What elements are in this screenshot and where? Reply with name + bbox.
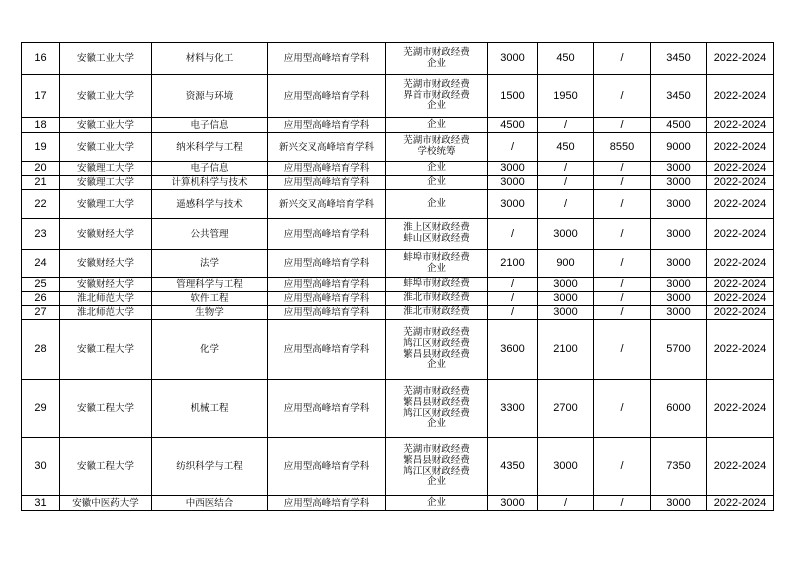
discipline: 资源与环境 bbox=[152, 75, 268, 118]
funding-source: 芜湖市财政经费 繁昌县财政经费 鸠江区财政经费 企业 bbox=[386, 380, 488, 438]
amount-c: / bbox=[594, 75, 651, 118]
table-row bbox=[22, 292, 774, 306]
amount-c: / bbox=[594, 320, 651, 380]
period: 2022-2024 bbox=[707, 75, 774, 118]
discipline-category: 应用型高峰培育学科 bbox=[268, 118, 386, 133]
discipline-category: 应用型高峰培育学科 bbox=[268, 438, 386, 496]
total-amount: 3000 bbox=[651, 278, 707, 292]
period: 2022-2024 bbox=[707, 176, 774, 190]
table-row bbox=[22, 250, 774, 278]
discipline: 材料与化工 bbox=[152, 43, 268, 75]
discipline-category: 应用型高峰培育学科 bbox=[268, 380, 386, 438]
amount-b: 1950 bbox=[538, 75, 594, 118]
amount-a: 3000 bbox=[488, 190, 538, 219]
table-row bbox=[22, 380, 774, 438]
university: 安徽理工大学 bbox=[60, 162, 152, 176]
row-number: 19 bbox=[22, 133, 60, 162]
amount-c: / bbox=[594, 292, 651, 306]
amount-b: 450 bbox=[538, 133, 594, 162]
total-amount: 3000 bbox=[651, 292, 707, 306]
row-number: 20 bbox=[22, 162, 60, 176]
row-number: 31 bbox=[22, 496, 60, 511]
amount-c: / bbox=[594, 219, 651, 250]
amount-a: 4500 bbox=[488, 118, 538, 133]
funding-source: 芜湖市财政经费 界首市财政经费 企业 bbox=[386, 75, 488, 118]
amount-a: 1500 bbox=[488, 75, 538, 118]
amount-a: 3300 bbox=[488, 380, 538, 438]
discipline-category: 应用型高峰培育学科 bbox=[268, 292, 386, 306]
discipline-category: 应用型高峰培育学科 bbox=[268, 176, 386, 190]
row-number: 17 bbox=[22, 75, 60, 118]
period: 2022-2024 bbox=[707, 278, 774, 292]
total-amount: 3000 bbox=[651, 250, 707, 278]
discipline-category: 应用型高峰培育学科 bbox=[268, 43, 386, 75]
table-row bbox=[22, 162, 774, 176]
row-number: 28 bbox=[22, 320, 60, 380]
discipline: 纳米科学与工程 bbox=[152, 133, 268, 162]
amount-c: / bbox=[594, 162, 651, 176]
amount-a: 3000 bbox=[488, 162, 538, 176]
total-amount: 3000 bbox=[651, 190, 707, 219]
amount-b: 3000 bbox=[538, 219, 594, 250]
table-row bbox=[22, 75, 774, 118]
table-row bbox=[22, 133, 774, 162]
university: 安徽工业大学 bbox=[60, 133, 152, 162]
university: 安徽财经大学 bbox=[60, 278, 152, 292]
total-amount: 3000 bbox=[651, 162, 707, 176]
amount-a: 3000 bbox=[488, 496, 538, 511]
period: 2022-2024 bbox=[707, 190, 774, 219]
discipline: 公共管理 bbox=[152, 219, 268, 250]
row-number: 21 bbox=[22, 176, 60, 190]
funding-source: 企业 bbox=[386, 496, 488, 511]
amount-b: / bbox=[538, 190, 594, 219]
total-amount: 6000 bbox=[651, 380, 707, 438]
table-row bbox=[22, 190, 774, 219]
row-number: 30 bbox=[22, 438, 60, 496]
total-amount: 4500 bbox=[651, 118, 707, 133]
total-amount: 3000 bbox=[651, 306, 707, 320]
total-amount: 3450 bbox=[651, 43, 707, 75]
funding-source: 淮上区财政经费 蚌山区财政经费 bbox=[386, 219, 488, 250]
period: 2022-2024 bbox=[707, 219, 774, 250]
discipline-category: 应用型高峰培育学科 bbox=[268, 219, 386, 250]
amount-c: / bbox=[594, 176, 651, 190]
table-row bbox=[22, 219, 774, 250]
amount-a: / bbox=[488, 219, 538, 250]
amount-c: / bbox=[594, 43, 651, 75]
funding-source: 芜湖市财政经费 繁昌县财政经费 鸠江区财政经费 企业 bbox=[386, 438, 488, 496]
funding-source: 企业 bbox=[386, 190, 488, 219]
table-row bbox=[22, 496, 774, 511]
discipline-category: 应用型高峰培育学科 bbox=[268, 75, 386, 118]
university: 安徽工程大学 bbox=[60, 380, 152, 438]
discipline: 计算机科学与技术 bbox=[152, 176, 268, 190]
period: 2022-2024 bbox=[707, 320, 774, 380]
discipline-category: 应用型高峰培育学科 bbox=[268, 496, 386, 511]
row-number: 22 bbox=[22, 190, 60, 219]
amount-c: / bbox=[594, 250, 651, 278]
discipline: 中西医结合 bbox=[152, 496, 268, 511]
university: 安徽中医药大学 bbox=[60, 496, 152, 511]
discipline-category: 应用型高峰培育学科 bbox=[268, 278, 386, 292]
row-number: 25 bbox=[22, 278, 60, 292]
amount-b: 3000 bbox=[538, 292, 594, 306]
funding-source: 芜湖市财政经费 学校统筹 bbox=[386, 133, 488, 162]
row-number: 27 bbox=[22, 306, 60, 320]
amount-a: 3600 bbox=[488, 320, 538, 380]
amount-c: / bbox=[594, 118, 651, 133]
row-number: 29 bbox=[22, 380, 60, 438]
period: 2022-2024 bbox=[707, 292, 774, 306]
period: 2022-2024 bbox=[707, 118, 774, 133]
table-row bbox=[22, 176, 774, 190]
university: 安徽财经大学 bbox=[60, 250, 152, 278]
amount-a: 4350 bbox=[488, 438, 538, 496]
period: 2022-2024 bbox=[707, 496, 774, 511]
period: 2022-2024 bbox=[707, 250, 774, 278]
amount-c: 8550 bbox=[594, 133, 651, 162]
total-amount: 3000 bbox=[651, 219, 707, 250]
table-row bbox=[22, 43, 774, 75]
university: 安徽工程大学 bbox=[60, 320, 152, 380]
amount-a: 3000 bbox=[488, 176, 538, 190]
amount-c: / bbox=[594, 306, 651, 320]
amount-c: / bbox=[594, 496, 651, 511]
funding-source: 企业 bbox=[386, 118, 488, 133]
funding-source: 蚌埠市财政经费 bbox=[386, 278, 488, 292]
discipline: 管理科学与工程 bbox=[152, 278, 268, 292]
discipline: 遥感科学与技术 bbox=[152, 190, 268, 219]
period: 2022-2024 bbox=[707, 306, 774, 320]
amount-b: 3000 bbox=[538, 438, 594, 496]
amount-a: / bbox=[488, 278, 538, 292]
table-row bbox=[22, 320, 774, 380]
funding-source: 芜湖市财政经费 鸠江区财政经费 繁昌县财政经费 企业 bbox=[386, 320, 488, 380]
total-amount: 5700 bbox=[651, 320, 707, 380]
funding-source: 蚌埠市财政经费 企业 bbox=[386, 250, 488, 278]
discipline: 法学 bbox=[152, 250, 268, 278]
row-number: 26 bbox=[22, 292, 60, 306]
amount-b: 3000 bbox=[538, 306, 594, 320]
total-amount: 9000 bbox=[651, 133, 707, 162]
row-number: 24 bbox=[22, 250, 60, 278]
amount-a: / bbox=[488, 292, 538, 306]
funding-source: 芜湖市财政经费 企业 bbox=[386, 43, 488, 75]
amount-b: 450 bbox=[538, 43, 594, 75]
amount-a: 2100 bbox=[488, 250, 538, 278]
discipline: 软件工程 bbox=[152, 292, 268, 306]
total-amount: 3000 bbox=[651, 496, 707, 511]
amount-c: / bbox=[594, 278, 651, 292]
amount-c: / bbox=[594, 190, 651, 219]
amount-c: / bbox=[594, 380, 651, 438]
discipline: 电子信息 bbox=[152, 162, 268, 176]
amount-b: / bbox=[538, 162, 594, 176]
table-row bbox=[22, 278, 774, 292]
amount-b: / bbox=[538, 176, 594, 190]
amount-a: 3000 bbox=[488, 43, 538, 75]
row-number: 23 bbox=[22, 219, 60, 250]
discipline-category: 应用型高峰培育学科 bbox=[268, 320, 386, 380]
table-row bbox=[22, 118, 774, 133]
university: 安徽工程大学 bbox=[60, 438, 152, 496]
discipline: 电子信息 bbox=[152, 118, 268, 133]
university: 安徽工业大学 bbox=[60, 43, 152, 75]
funding-table bbox=[21, 42, 774, 511]
amount-c: / bbox=[594, 438, 651, 496]
period: 2022-2024 bbox=[707, 162, 774, 176]
university: 安徽理工大学 bbox=[60, 176, 152, 190]
discipline: 机械工程 bbox=[152, 380, 268, 438]
row-number: 18 bbox=[22, 118, 60, 133]
funding-source: 企业 bbox=[386, 176, 488, 190]
discipline-category: 应用型高峰培育学科 bbox=[268, 162, 386, 176]
university: 淮北师范大学 bbox=[60, 306, 152, 320]
university: 安徽财经大学 bbox=[60, 219, 152, 250]
discipline-category: 新兴交叉高峰培育学科 bbox=[268, 133, 386, 162]
row-number: 16 bbox=[22, 43, 60, 75]
university: 安徽理工大学 bbox=[60, 190, 152, 219]
discipline-category: 新兴交叉高峰培育学科 bbox=[268, 190, 386, 219]
period: 2022-2024 bbox=[707, 380, 774, 438]
total-amount: 7350 bbox=[651, 438, 707, 496]
amount-b: / bbox=[538, 496, 594, 511]
period: 2022-2024 bbox=[707, 133, 774, 162]
amount-a: / bbox=[488, 306, 538, 320]
period: 2022-2024 bbox=[707, 438, 774, 496]
university: 安徽工业大学 bbox=[60, 118, 152, 133]
amount-b: 3000 bbox=[538, 278, 594, 292]
total-amount: 3450 bbox=[651, 75, 707, 118]
discipline: 生物学 bbox=[152, 306, 268, 320]
discipline: 纺织科学与工程 bbox=[152, 438, 268, 496]
table-row bbox=[22, 438, 774, 496]
amount-b: 900 bbox=[538, 250, 594, 278]
table-row bbox=[22, 306, 774, 320]
table-body bbox=[22, 43, 774, 511]
university: 安徽工业大学 bbox=[60, 75, 152, 118]
funding-source: 淮北市财政经费 bbox=[386, 292, 488, 306]
amount-a: / bbox=[488, 133, 538, 162]
total-amount: 3000 bbox=[651, 176, 707, 190]
funding-source: 淮北市财政经费 bbox=[386, 306, 488, 320]
funding-source: 企业 bbox=[386, 162, 488, 176]
university: 淮北师范大学 bbox=[60, 292, 152, 306]
discipline-category: 应用型高峰培育学科 bbox=[268, 306, 386, 320]
amount-b: 2700 bbox=[538, 380, 594, 438]
amount-b: / bbox=[538, 118, 594, 133]
discipline-category: 应用型高峰培育学科 bbox=[268, 250, 386, 278]
period: 2022-2024 bbox=[707, 43, 774, 75]
discipline: 化学 bbox=[152, 320, 268, 380]
amount-b: 2100 bbox=[538, 320, 594, 380]
